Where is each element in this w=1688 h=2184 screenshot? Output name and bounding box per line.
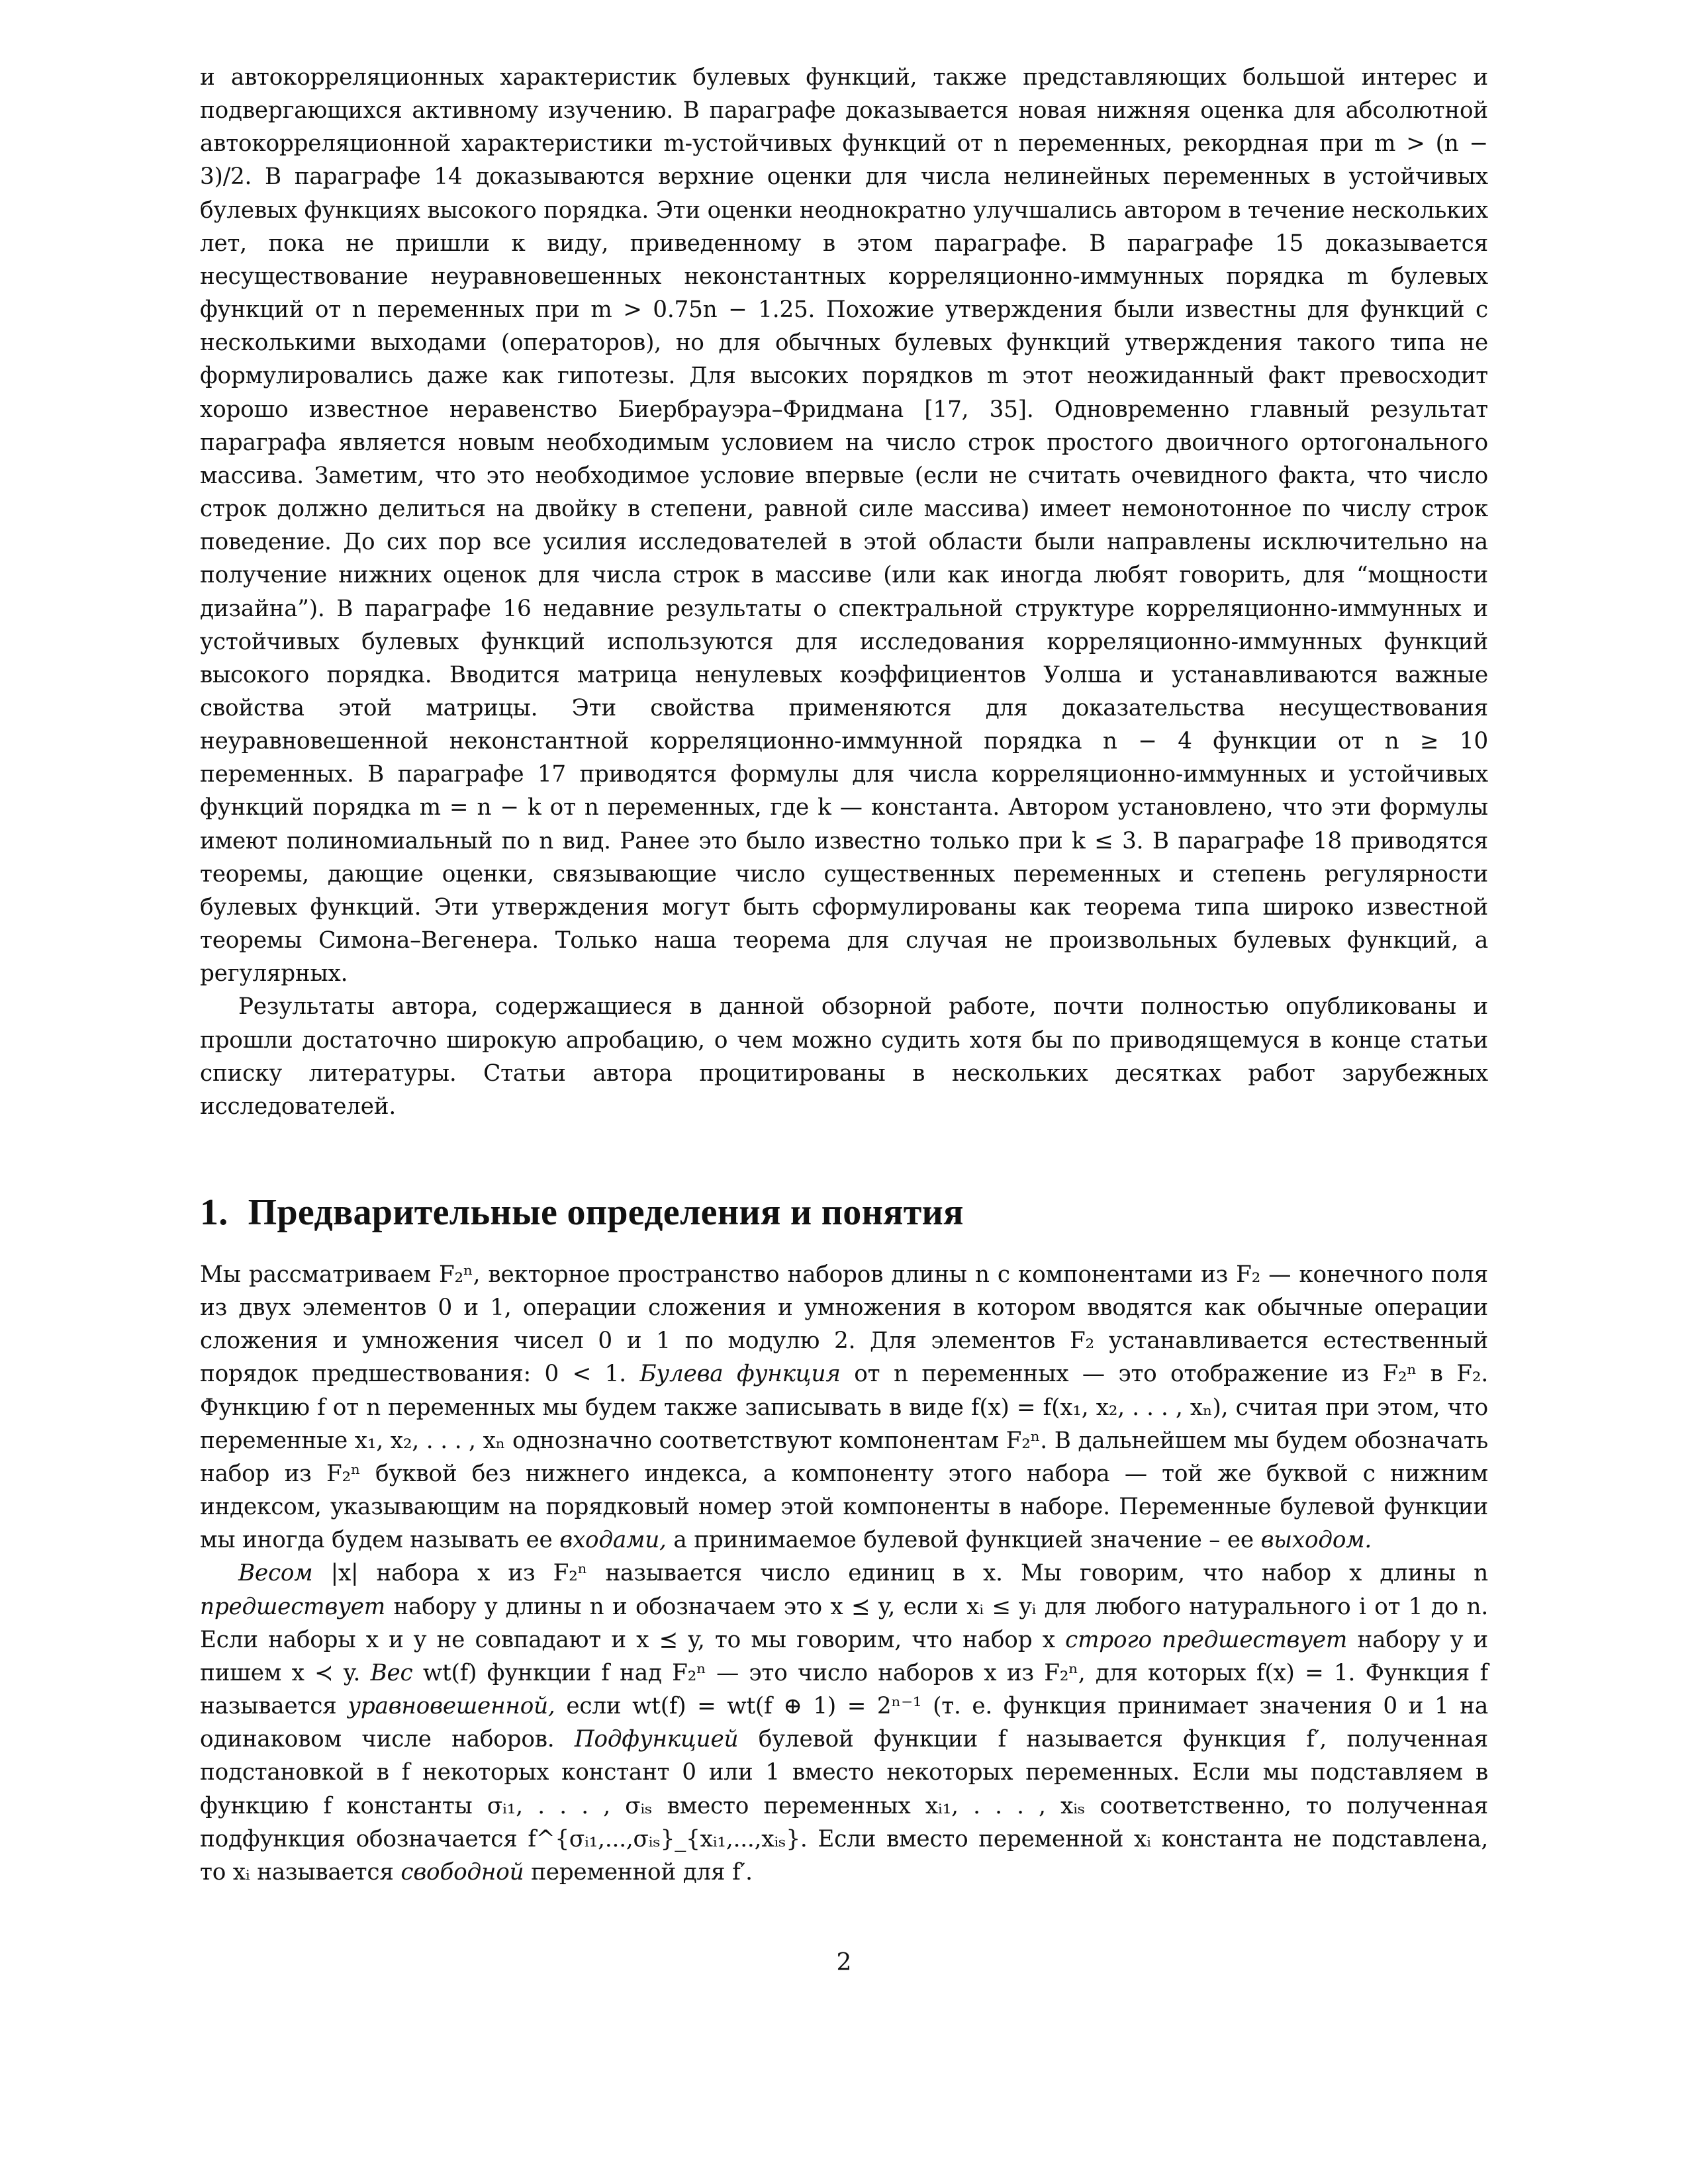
text-run: wt(f) функции f над F₂ⁿ — это число наборов x из F₂ⁿ, для которых f(x) = 1. Функция f называется — [200, 1659, 1489, 1720]
intro-paragraph-1: и автокорреляционных характеристик булевых функций, также представляющих большой интерес и подвергающихся активному изучению. В параграфе доказывается новая нижняя оценка для абсолютной автокорреляционной характеристики m-устойчивых функций от n переменных, рекордная при m > (n − 3)/2. В параграфе 14 доказываются верхние оценки для числа нелинейных переменных в устойчивых булевых функциях высокого порядка. Эти оценки неоднократно улучшались автором в течение нескольких лет, пока не пришли к виду, приведенному в этом параграфе. В параграфе 15 доказывается несуществование неуравновешенных неконстантных корреляционно-иммунных порядка m булевых функций от n переменных при m > 0.75n − 1.25. Похожие утверждения были известны для функций с несколькими выходами (операторов), но для обычных булевых функций утверждения такого типа не формулировались даже как гипотезы. Для высоких порядков m этот неожиданный факт превосходит хорошо известное неравенство Биербрауэра–Фридмана [17, 35]. Одновременно главный результат параграфа является новым необходимым условием на число строк простого двоичного ортогонального массива. Заметим, что это необходимое условие впервые (если не считать очевидного факта, что число строк должно делиться на двойку в степени, равной силе массива) имеет немонотонное по числу строк поведение. До сих пор все усилия исследователей в этой области были направлены исключительно на получение нижних оценок для числа строк в массиве (или как иногда любят говорить, для “мощности дизайна”). В параграфе 16 недавние результаты о спектральной структуре корреляционно-иммунных и устойчивых булевых функций используются для исследования корреляционно-иммунных функций высокого порядка. Вводится матрица ненулевых коэффициентов Уолша и устанавливаются важные свойства этой матрицы. Эти свойства применяются для доказательства несуществования неуравновешенной неконстантной корреляционно-иммунной порядка n − 4 функции от n ≥ 10 переменных. В параграфе 17 приводятся формулы для числа корреляционно-иммунных и устойчивых функций порядка m = n − k от n переменных, где k — константа. Автором установлено, что эти формулы имеют полиномиальный по n вид. Ранее это было известно только при k ≤ 3. В параграфе 18 приводятся теоремы, дающие оценки, связывающие число существенных переменных и степень регулярности булевых функций. Эти утверждения могут быть сформулированы как теорема типа широко известной теоремы Симона–Вегенера. Только наша теорема для случая не произвольных булевых функций, а регулярных. — [200, 64, 1488, 987]
term-precedes: предшествует — [200, 1593, 385, 1620]
section-paragraph-2 — [200, 1557, 1488, 1889]
text-run: набору y и пишем x ≺ y. — [200, 1626, 1488, 1686]
section-title: Предварительные определения и понятия — [248, 1192, 964, 1233]
term-weight-of-function: Вес — [370, 1659, 413, 1686]
term-balanced: уравновешенной, — [348, 1693, 555, 1720]
intro-paragraph-2: Результаты автора, содержащиеся в данной обзорной работе, почти полностью опубликованы и прошли достаточно широкую апробацию, о чем можно судить хотя бы по приводящемуся в конце статьи списку литературы. Статьи автора процитированы в нескольких десятках работ зарубежных исследователей. — [200, 993, 1488, 1120]
text-run: переменной для f′. — [531, 1858, 753, 1886]
section-paragraph-1 — [200, 1258, 1488, 1557]
text-run: от n переменных — это отображение из F₂ⁿ в F₂. Функцию f от n переменных мы будем также записывать в виде f(x) = f(x₁, x₂, . . . , xₙ), считая при этом, что переменные x₁, x₂, . . . , xₙ однозначно соответствуют компонентам F₂ⁿ. В дальнейшем мы будем обозначать набор из F₂ⁿ буквой без нижнего индекса, а компоненту этого набора — той же буквой с нижним индексом, указывающим на порядковый номер этой компоненты в наборе. Переменные булевой функции мы иногда будем называть ее — [200, 1361, 1488, 1554]
page-number: 2 — [836, 1949, 852, 1976]
section-number: 1. — [200, 1192, 228, 1233]
text-run: набору y длины n и обозначаем это x ⪯ y, если xᵢ ≤ yᵢ для любого натурального i от 1 до n. Если наборы x и y не совпадают и x ⪯ y, то мы говорим, что набор x — [200, 1593, 1488, 1653]
text-run: если wt(f) = wt(f ⊕ 1) = 2ⁿ⁻¹ (т. е. функция принимает значения 0 и 1 на одинаковом числе наборов. — [200, 1693, 1488, 1753]
term-free-variable: свободной — [400, 1858, 524, 1886]
term-output: выходом. — [1260, 1527, 1372, 1554]
text-column — [200, 61, 1488, 1889]
term-boolean-function: Булева функция — [639, 1361, 841, 1388]
text-run: |x| набора x из F₂ⁿ называется число единиц в x. Мы говорим, что набор x длины n — [330, 1560, 1488, 1587]
section-heading — [200, 1189, 1488, 1236]
term-subfunction: Подфункцией — [574, 1726, 739, 1753]
term-weight: Весом — [238, 1560, 313, 1587]
term-inputs: входами, — [559, 1527, 667, 1554]
text-run: Мы рассматриваем F₂ⁿ, векторное пространство наборов длины n с компонентами из F₂ — конечного поля из двух элементов 0 и 1, операции сложения и умножения в котором вводятся как обычные операции сложения и умножения чисел 0 и 1 по модулю 2. Для элементов F₂ устанавливается естественный порядок предшествования: 0 < 1. — [200, 1261, 1488, 1388]
text-run: а принимаемое булевой функцией значение – ее — [673, 1527, 1254, 1554]
term-strictly-precedes: строго предшествует — [1065, 1626, 1348, 1653]
text-run: булевой функции f называется функция f′, полученная подстановкой в f некоторых констант 0 или 1 вместо некоторых переменных. Если мы подставляем в функцию f константы σᵢ₁, . . . , σᵢₛ вместо переменных xᵢ₁, . . . , xᵢₛ соответственно, то полученная подфункция обозначается f^{σᵢ₁,...,σᵢₛ}_{xᵢ₁,...,xᵢₛ}. Если вместо переменной xᵢ константа не подставлена, то xᵢ называется — [200, 1726, 1489, 1886]
